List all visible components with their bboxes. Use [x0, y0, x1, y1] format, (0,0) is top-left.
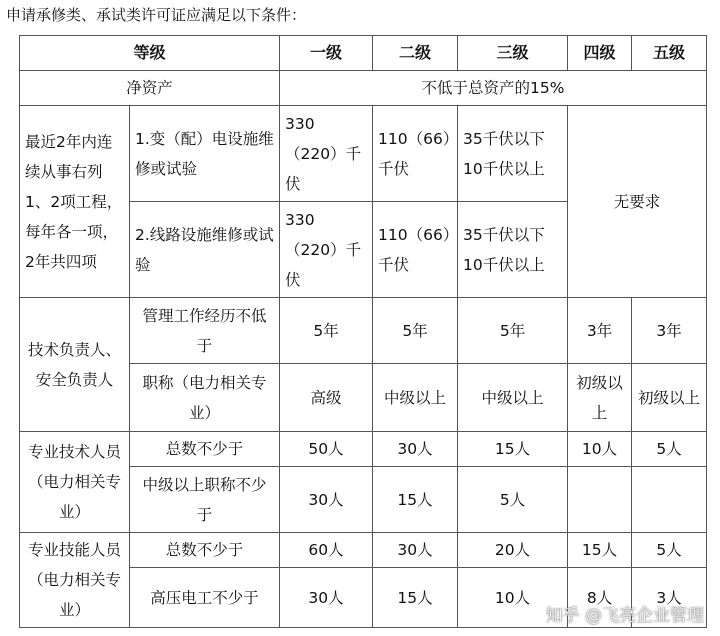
tech-staff-total-label: 总数不少于 — [130, 432, 280, 467]
tech-lead-title-grade-1: 高级 — [280, 364, 373, 432]
tech-lead-title-grade-5: 初级以上 — [632, 364, 707, 432]
header-grade: 等级 — [20, 36, 280, 71]
header-grade-5: 五级 — [632, 36, 707, 71]
project-1-grade-1: 330（220）千伏 — [280, 106, 373, 202]
project-1-label: 1.变（配）电设施维修或试验 — [130, 106, 280, 202]
tech-staff-total-grade-3: 15人 — [458, 432, 568, 467]
project-1-grade-3: 35千伏以下10千伏以上 — [458, 106, 568, 202]
header-row — [20, 36, 707, 71]
projects-label: 最近2年内连续从事右列1、2项工程，每年各一项，2年共四项 — [20, 106, 130, 298]
tech-lead-experience-grade-4: 3年 — [568, 298, 632, 364]
tech-staff-mid-grade-5 — [632, 467, 707, 533]
project-2-label: 2.线路设施维修或试验 — [130, 202, 280, 298]
skill-staff-hv-label: 高压电工不少于 — [130, 568, 280, 628]
skill-staff-total-grade-2: 30人 — [373, 533, 458, 568]
skill-staff-total-grade-4: 15人 — [568, 533, 632, 568]
project-2-grade-1: 330（220）千伏 — [280, 202, 373, 298]
skill-staff-total-grade-1: 60人 — [280, 533, 373, 568]
skill-staff-hv-grade-2: 15人 — [373, 568, 458, 628]
header-grade-1: 一级 — [280, 36, 373, 71]
project-1-grade-2: 110（66）千伏 — [373, 106, 458, 202]
tech-staff-mid-grade-2: 15人 — [373, 467, 458, 533]
project-2-grade-2: 110（66）千伏 — [373, 202, 458, 298]
skill-staff-hv-grade-1: 30人 — [280, 568, 373, 628]
header-grade-4: 四级 — [568, 36, 632, 71]
header-grade-2: 二级 — [373, 36, 458, 71]
skill-staff-total-label: 总数不少于 — [130, 533, 280, 568]
intro-text: 申请承修类、承试类许可证应满足以下条件： — [6, 6, 307, 24]
header-grade-3: 三级 — [458, 36, 568, 71]
tech-staff-label: 专业技术人员（电力相关专业） — [20, 432, 130, 533]
tech-staff-mid-grade-3: 5人 — [458, 467, 568, 533]
tech-staff-total-grade-2: 30人 — [373, 432, 458, 467]
skill-staff-total-grade-5: 5人 — [632, 533, 707, 568]
watermark: 知乎 @飞亮企业管理 — [545, 606, 704, 626]
skill-staff-total-row — [20, 533, 707, 568]
tech-staff-mid-grade-4 — [568, 467, 632, 533]
skill-staff-hv-grade-3: 10人 — [458, 568, 568, 628]
tech-lead-title-label: 职称（电力相关专业） — [130, 364, 280, 432]
tech-staff-mid-grade-1: 30人 — [280, 467, 373, 533]
net-assets-label: 净资产 — [20, 71, 280, 106]
tech-lead-title-grade-4: 初级以上 — [568, 364, 632, 432]
tech-lead-experience-grade-3: 5年 — [458, 298, 568, 364]
tech-lead-experience-grade-5: 3年 — [632, 298, 707, 364]
project-row-1 — [20, 106, 707, 202]
tech-staff-total-grade-4: 10人 — [568, 432, 632, 467]
tech-staff-total-grade-1: 50人 — [280, 432, 373, 467]
tech-lead-experience-grade-2: 5年 — [373, 298, 458, 364]
skill-staff-label: 专业技能人员（电力相关专业） — [20, 533, 130, 628]
net-assets-value: 不低于总资产的15% — [280, 71, 707, 106]
requirements-table — [19, 35, 707, 628]
tech-staff-total-row — [20, 432, 707, 467]
tech-lead-label: 技术负责人、安全负责人 — [20, 298, 130, 432]
tech-staff-total-grade-5: 5人 — [632, 432, 707, 467]
tech-lead-experience-row — [20, 298, 707, 364]
net-assets-row — [20, 71, 707, 106]
project-2-grade-3: 35千伏以下10千伏以上 — [458, 202, 568, 298]
skill-staff-total-grade-3: 20人 — [458, 533, 568, 568]
tech-lead-experience-grade-1: 5年 — [280, 298, 373, 364]
tech-lead-experience-label: 管理工作经历不低于 — [130, 298, 280, 364]
skill-staff-hv-grade-5: 3人 — [632, 568, 707, 628]
tech-lead-title-grade-2: 中级以上 — [373, 364, 458, 432]
tech-lead-title-grade-3: 中级以上 — [458, 364, 568, 432]
tech-staff-mid-label: 中级以上职称不少于 — [130, 467, 280, 533]
skill-staff-hv-grade-4: 8人 — [568, 568, 632, 628]
projects-grade-4-5: 无要求 — [568, 106, 707, 298]
